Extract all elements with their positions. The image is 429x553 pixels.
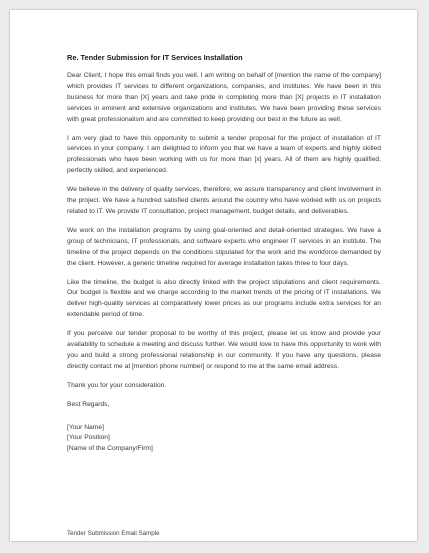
paragraph-request: If you perceive our tender proposal to be worthy of this project, please let us know and provide your availability to schedule a meeting and discuss further. We would love to have this opportunity to work with you and build a strong professional relationship in our community. If you have any questions, please directly contact me at [mention phone number] or respond to me at the same email address. <box>67 330 381 370</box>
paragraph-installation: We work on the installation programs by using goal-oriented and detail-oriented strategies. We have a group of technicians, IT professionals, and software experts who engineer IT services in an institute. The timeline of the project depends on the conditions stipulated for the work and the workforce demanded by the client. However, a generic timeline required for average installation takes three to four days. <box>67 226 381 267</box>
page-footer: Tender Submission Email Sample <box>67 530 160 537</box>
paragraph-quality: We believe in the delivery of quality services, therefore, we assure transparency and client involvement in the project. We have a hundred satisfied clients around the country who have worked with us on projects related to IT. We provide IT consultation, project management, budget details, and deliverables. <box>67 186 381 215</box>
signature-name: [Your Name] <box>67 423 104 431</box>
paragraph-opportunity: I am very glad to have this opportunity to submit a tender proposal for the project of installation of IT services in your company. I am delighted to inform you that we have a team of experts and highly skilled professionals who have been working with us for more than [x] years. All of them are highly qualified, perfectly skilled, and experienced. <box>67 134 381 175</box>
paragraph-budget: Like the timeline, the budget is also directly linked with the project stipulations and client requirements. Our budget is flexible and we charge according to the market trends of the pricing of IT installations. We deliver high-quality services at comparatively lower prices as our programs include extra services for an extendable period of time. <box>67 278 381 319</box>
paragraph-thanks: Thank you for your consideration. <box>67 381 167 389</box>
paragraph-introduction: Dear Client, I hope this email finds you well. I am writing on behalf of [mention the name of the company] which provides IT services to different organizations, companies, and institutes. We have been in this business for more than [X] years and take pride in completing more than [X] projects in IT installation services in eminent and extensive organizations and institutes. We have been providing these services with great professionalism and are committed to keep providing our best in the future as well. <box>67 72 381 123</box>
signature-company: [Name of the Company/Firm] <box>67 445 153 453</box>
document-page <box>10 10 417 541</box>
signature-position: [Your Position] <box>67 434 110 442</box>
closing-salutation: Best Regards, <box>67 400 110 408</box>
signature-block <box>67 423 381 456</box>
email-subject: Re. Tender Submission for IT Services Installation <box>67 53 243 62</box>
